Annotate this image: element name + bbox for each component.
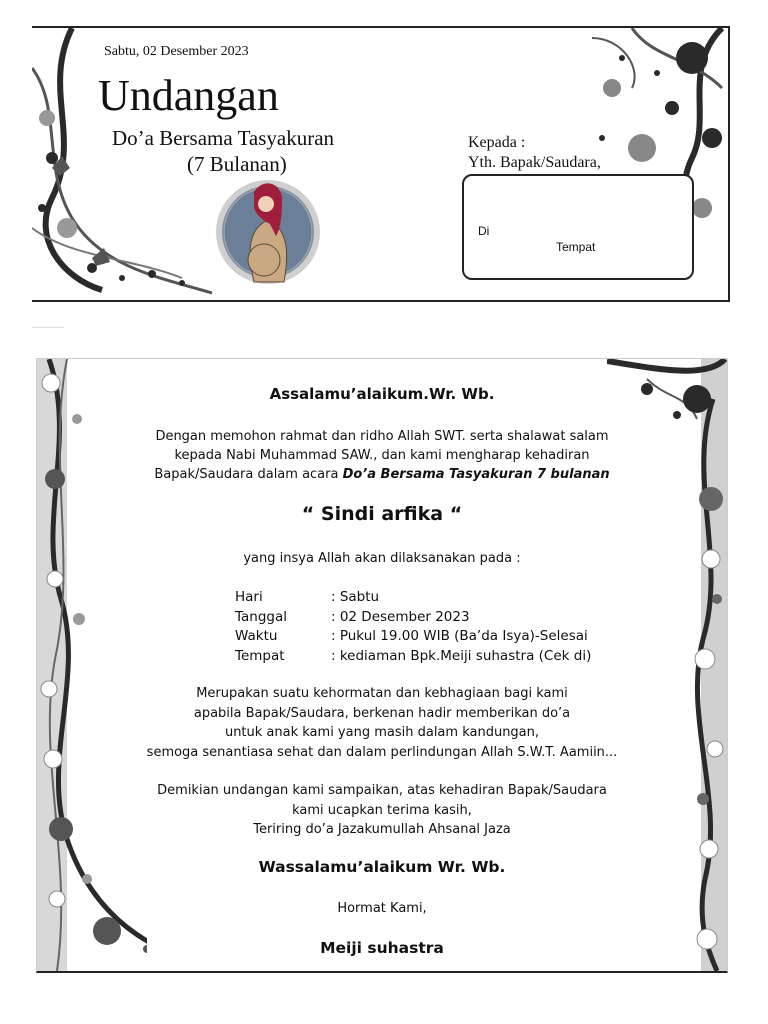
- address-di: Di: [478, 224, 490, 238]
- detail-value: : kediaman Bpk.Meiji suhastra (Cek di): [331, 647, 592, 664]
- intro-paragraph: [37, 427, 727, 484]
- address-box[interactable]: [462, 174, 694, 280]
- detail-label: Waktu: [235, 628, 278, 644]
- pregnant-woman-illustration: [214, 178, 322, 286]
- detail-value: : Sabtu: [331, 589, 380, 605]
- intro-line: Dengan memohon rahmat dan ridho Allah SWT. serta shalawat salam: [155, 429, 609, 444]
- closing-line: kami ucapkan terima kasih,: [292, 802, 472, 818]
- closing-paragraph: [37, 781, 727, 840]
- address-tempat: Tempat: [556, 240, 596, 254]
- detail-value: : Pukul 19.00 WIB (Ba’da Isya)-Selesai: [331, 628, 588, 644]
- event-date: Sabtu, 02 Desember 2023: [104, 44, 249, 59]
- salam-closing: Wassalamu’alaikum Wr. Wb.: [258, 858, 506, 876]
- closing-line: Demikian undangan kami sampaikan, atas kehadiran Bapak/Saudara: [157, 783, 607, 798]
- event-subtitle: Do’a Bersama Tasyakuran: [112, 126, 335, 150]
- honor-line: Merupakan suatu kehormatan dan kebhagiaan bagi kami: [196, 686, 568, 701]
- schedule-lead: yang insya Allah akan dilaksanakan pada :: [243, 551, 521, 566]
- event-subtitle-2: (7 Bulanan): [187, 152, 287, 176]
- detail-row-day: [235, 589, 615, 609]
- detail-label: Hari: [235, 589, 263, 605]
- detail-label: Tempat: [235, 647, 285, 664]
- divider: [32, 327, 64, 328]
- signature-name: Meiji suhastra: [320, 939, 444, 957]
- intro-line3-prefix: Bapak/Saudara dalam acara: [154, 467, 343, 482]
- detail-row-date: [235, 609, 615, 629]
- cover-card: [32, 26, 730, 302]
- honor-paragraph: [37, 684, 727, 762]
- closing-regards: Hormat Kami,: [337, 901, 427, 916]
- closing-line: Teriring do’a Jazakumullah Ahsanal Jaza: [253, 822, 511, 837]
- honoree-name: “ Sindi arfika “: [301, 503, 463, 525]
- event-details: [235, 589, 615, 667]
- detail-row-time: [235, 628, 615, 648]
- detail-label: Tanggal: [235, 608, 288, 625]
- detail-value: : 02 Desember 2023: [331, 608, 470, 625]
- honor-line: untuk anak kami yang masih dalam kandungan,: [224, 725, 540, 740]
- intro-line: [37, 465, 727, 484]
- recipient-label: Kepada :: [468, 134, 526, 151]
- honor-line: apabila Bapak/Saudara, berkenan hadir memberikan do’a: [193, 705, 571, 721]
- recipient-greeting: Yth. Bapak/Saudara,: [468, 154, 601, 171]
- letter-card: [36, 358, 728, 973]
- detail-row-place: [235, 648, 615, 668]
- event-name: Do’a Bersama Tasyakuran 7 bulanan: [342, 467, 610, 482]
- honor-line: semoga senantiasa sehat dan dalam perlindungan Allah S.W.T. Aamiin...: [146, 744, 618, 760]
- intro-line: kepada Nabi Muhammad SAW., dan kami mengharap kehadiran: [174, 448, 590, 463]
- salam-opening: Assalamu’alaikum.Wr. Wb.: [269, 385, 495, 403]
- invitation-title: Undangan: [98, 71, 279, 120]
